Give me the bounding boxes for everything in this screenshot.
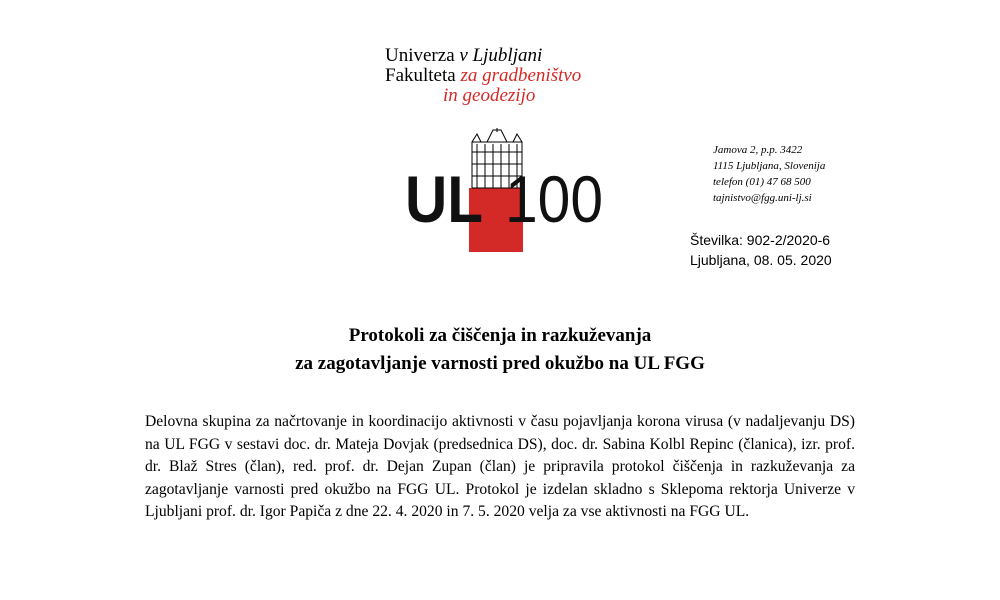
address-email: tajnistvo@fgg.uni-lj.si — [713, 192, 812, 204]
ul100-logo — [405, 128, 605, 255]
address-phone: telefon (01) 47 68 500 — [713, 176, 811, 188]
logo-100-text: 100 — [505, 162, 603, 236]
faculty-address — [713, 142, 825, 206]
document-place-date: Ljubljana, 08. 05. 2020 — [690, 252, 832, 268]
document-info — [690, 230, 832, 270]
address-street: Jamova 2, p.p. 3422 — [713, 144, 803, 156]
university-prefix: Univerza — [385, 45, 460, 66]
faculty-prefix: Fakulteta — [385, 65, 461, 86]
logo-ul-text: UL — [405, 162, 483, 236]
faculty-name — [385, 66, 581, 86]
faculty-name-red-2: in geodezijo — [443, 85, 536, 106]
title-line-2: za zagotavljanje varnosti pred okužbo na UL FGG — [295, 353, 705, 374]
document-title — [0, 322, 1000, 378]
document-number: Številka: 902-2/2020-6 — [690, 232, 831, 248]
address-city: 1115 Ljubljana, Slovenija — [713, 160, 826, 172]
faculty-name-red: za gradbeništvo — [460, 65, 582, 86]
title-line-1: Protokoli za čiščenja in razkuževanja — [348, 325, 652, 346]
body-paragraph: Delovna skupina za načrtovanje in koordinacijo aktivnosti v času pojavljanja korona virusa (v nadaljevanju DS) na UL FGG v sestavi doc. dr. Mateja Dovjak (predsednica DS), doc. dr. Sabina Kolbl Repinc (članica), izr. prof. dr. Blaž Stres (član), red. prof. dr. Dejan Zupan (član) je pripravila protokol čiščenja in razkuževanja za zagotavljanje varnosti pred okužbo na FGG UL. Protokol je izdelan skladno s Sklepoma rektorja Univerze v Ljubljani prof. dr. Igor Papiča z dne 22. 4. 2020 in 7. 5. 2020 velja za vse aktivnosti na FGG UL. — [145, 413, 855, 520]
university-city: v Ljubljani — [459, 45, 543, 66]
university-name — [385, 46, 581, 66]
university-header — [385, 46, 581, 106]
